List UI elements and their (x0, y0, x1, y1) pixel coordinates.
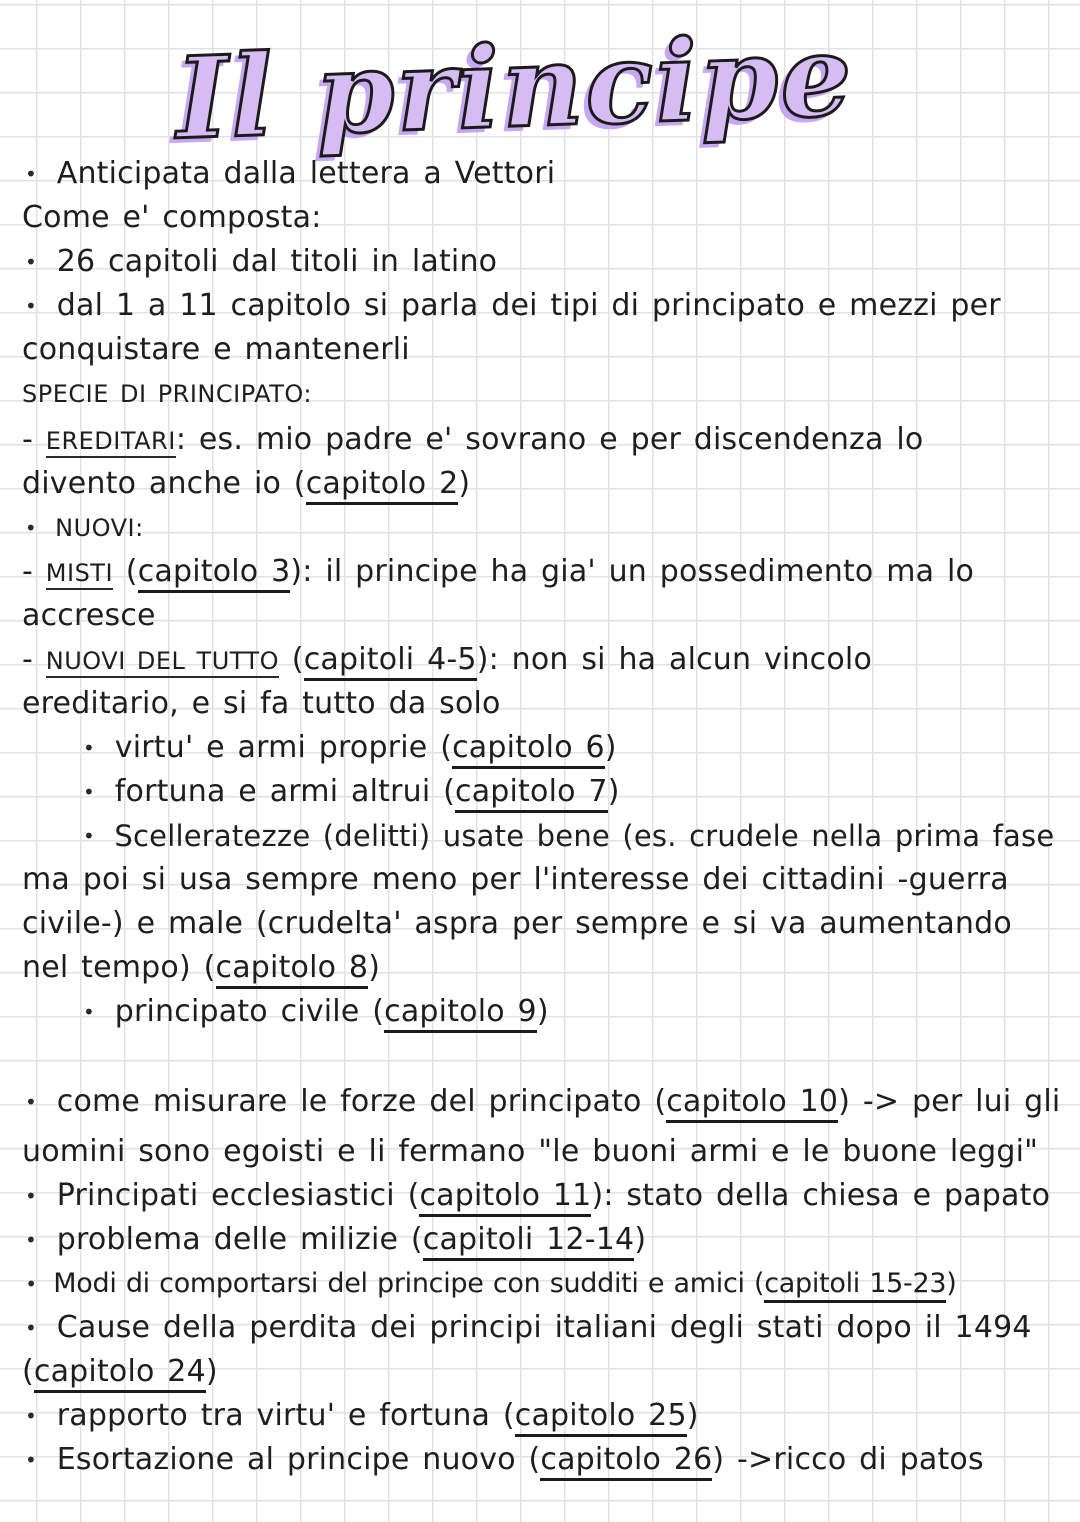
note-line-3 (18, 240, 497, 284)
note-text: ): stato della chiesa e papato (591, 1178, 1051, 1213)
note-text: ) (536, 994, 549, 1029)
dash-marker: - (22, 422, 34, 457)
note-line-1 (18, 152, 555, 196)
chapter-ref: capitolo 8 (216, 950, 369, 989)
note-line-18 (22, 902, 1012, 946)
note-text: ): non si ha alcun vincolo (476, 642, 873, 677)
note-line-11 (22, 594, 156, 638)
note-text: accresce (22, 598, 156, 633)
note-text: uomini sono egoisti e li fermano "le buoni armi e le buone leggi" (22, 1134, 1039, 1169)
term-misti: MISTI (46, 559, 113, 590)
note-text: ) (205, 1354, 218, 1389)
note-line-5 (22, 328, 410, 372)
note-text: nel tempo) ( (22, 950, 216, 985)
note-line-12 (22, 638, 872, 682)
note-text: Esortazione al principe nuovo ( (56, 1442, 541, 1477)
note-text: ): il principe ha gia' un possedimento ma lo (290, 554, 975, 589)
note-line-24 (18, 1218, 646, 1262)
note-text: dal 1 a 11 capitolo si parla dei tipi di principato e mezzi per (56, 288, 1001, 323)
bullet-icon: • (25, 1090, 37, 1114)
note-line-14 (76, 726, 617, 770)
note-text: ) (458, 466, 471, 501)
note-text: ma poi si usa sempre meno per l'interesse dei cittadini -guerra (22, 862, 1009, 897)
note-text: Modi di comportarsi del principe con sudditi e amici ( (53, 1268, 765, 1299)
note-line-21 (18, 1080, 1060, 1124)
dash-marker: - (22, 554, 34, 589)
note-text: fortuna e armi altrui ( (114, 774, 455, 809)
chapter-ref: capitolo 2 (306, 466, 459, 505)
section-heading: SPECIE DI PRINCIPATO: (22, 380, 312, 408)
note-text: ) (607, 774, 620, 809)
title-area (0, 10, 1080, 168)
note-text: ereditario, e si fa tutto da solo (22, 686, 501, 721)
note-line-15 (76, 770, 620, 814)
chapter-ref: capitoli 15-23 (764, 1268, 946, 1303)
note-text: divento anche io ( (22, 466, 306, 501)
chapter-ref: capitolo 7 (455, 774, 608, 813)
note-line-17 (22, 858, 1009, 902)
chapter-ref: capitoli 12-14 (423, 1222, 635, 1261)
chapter-ref: capitolo 25 (515, 1398, 687, 1437)
note-text: problema delle milizie ( (56, 1222, 423, 1257)
bullet-icon: • (25, 1228, 37, 1252)
bullet-icon: • (25, 162, 37, 186)
note-text: Cause della perdita dei principi italiani degli stati dopo il 1494 (56, 1310, 1032, 1345)
section-heading: Come e' composta: (22, 200, 322, 235)
note-line-4 (18, 284, 1001, 328)
bullet-icon: • (25, 250, 37, 274)
chapter-ref: capitolo 3 (138, 554, 291, 593)
note-text: ) (686, 1398, 699, 1433)
note-line-6 (22, 372, 312, 416)
note-text: ) ->ricco di patos (712, 1442, 984, 1477)
chapter-ref: capitolo 6 (452, 730, 605, 769)
note-text: Scelleratezze (delitti) usate bene (es. crudele nella prima fase (114, 819, 1055, 853)
bullet-icon: • (83, 824, 95, 848)
bullet-icon: • (25, 1272, 37, 1296)
note-line-9 (18, 506, 144, 550)
note-line-27 (22, 1350, 218, 1394)
note-line-25 (18, 1262, 956, 1306)
bullet-icon: • (25, 1404, 37, 1428)
note-text: ) (634, 1222, 647, 1257)
note-line-10 (22, 550, 974, 594)
note-line-26 (18, 1306, 1032, 1350)
chapter-ref: capitolo 11 (419, 1178, 591, 1217)
chapter-ref: capitolo 9 (384, 994, 537, 1033)
note-line-2 (22, 196, 322, 240)
note-text: virtu' e armi proprie ( (114, 730, 453, 765)
note-line-22 (22, 1130, 1038, 1174)
bullet-icon: • (25, 1184, 37, 1208)
note-text: conquistare e mantenerli (22, 332, 410, 367)
note-text: civile-) e male (crudelta' aspra per sempre e si va aumentando (22, 906, 1012, 941)
note-line-19 (22, 946, 380, 990)
note-text: come misurare le forze del principato ( (56, 1084, 667, 1119)
note-text: ( (279, 642, 304, 677)
note-text: ) (368, 950, 381, 985)
chapter-ref: capitolo 24 (34, 1354, 206, 1393)
bullet-icon: • (83, 1000, 95, 1024)
bullet-icon: • (25, 294, 37, 318)
note-line-20 (76, 990, 549, 1034)
note-line-8 (22, 462, 470, 506)
bullet-icon: • (25, 1448, 37, 1472)
chapter-ref: capitolo 10 (666, 1084, 838, 1123)
note-line-7 (22, 418, 923, 462)
note-text: 26 capitoli dal titoli in latino (56, 244, 498, 279)
note-text: ) (604, 730, 617, 765)
note-text: rapporto tra virtu' e fortuna ( (56, 1398, 515, 1433)
section-heading: NUOVI: (55, 514, 144, 542)
note-text: Anticipata dalla lettera a Vettori (56, 156, 556, 191)
note-text: ) (946, 1268, 957, 1299)
note-line-29 (18, 1438, 984, 1482)
note-line-23 (18, 1174, 1050, 1218)
note-text: : es. mio padre e' sovrano e per discendenza lo (175, 422, 924, 457)
note-line-16 (76, 814, 1054, 858)
chapter-ref: capitoli 4-5 (304, 642, 477, 681)
note-text: Principati ecclesiastici ( (56, 1178, 420, 1213)
bullet-icon: • (25, 1316, 37, 1340)
note-text: ) -> per lui gli (838, 1084, 1061, 1119)
page-title: Il principe (174, 10, 856, 165)
chapter-ref: capitolo 26 (540, 1442, 712, 1481)
term-nuovi-del-tutto: NUOVI DEL TUTTO (46, 647, 279, 678)
bullet-icon: • (83, 736, 95, 760)
term-ereditari: EREDITARI (46, 427, 176, 458)
note-text: ( (22, 1354, 34, 1389)
note-line-13 (22, 682, 501, 726)
bullet-icon: • (24, 516, 38, 540)
note-text: principato civile ( (114, 994, 385, 1029)
dash-marker: - (22, 642, 34, 677)
bullet-icon: • (83, 780, 95, 804)
note-line-28 (18, 1394, 699, 1438)
note-text: ( (113, 554, 138, 589)
